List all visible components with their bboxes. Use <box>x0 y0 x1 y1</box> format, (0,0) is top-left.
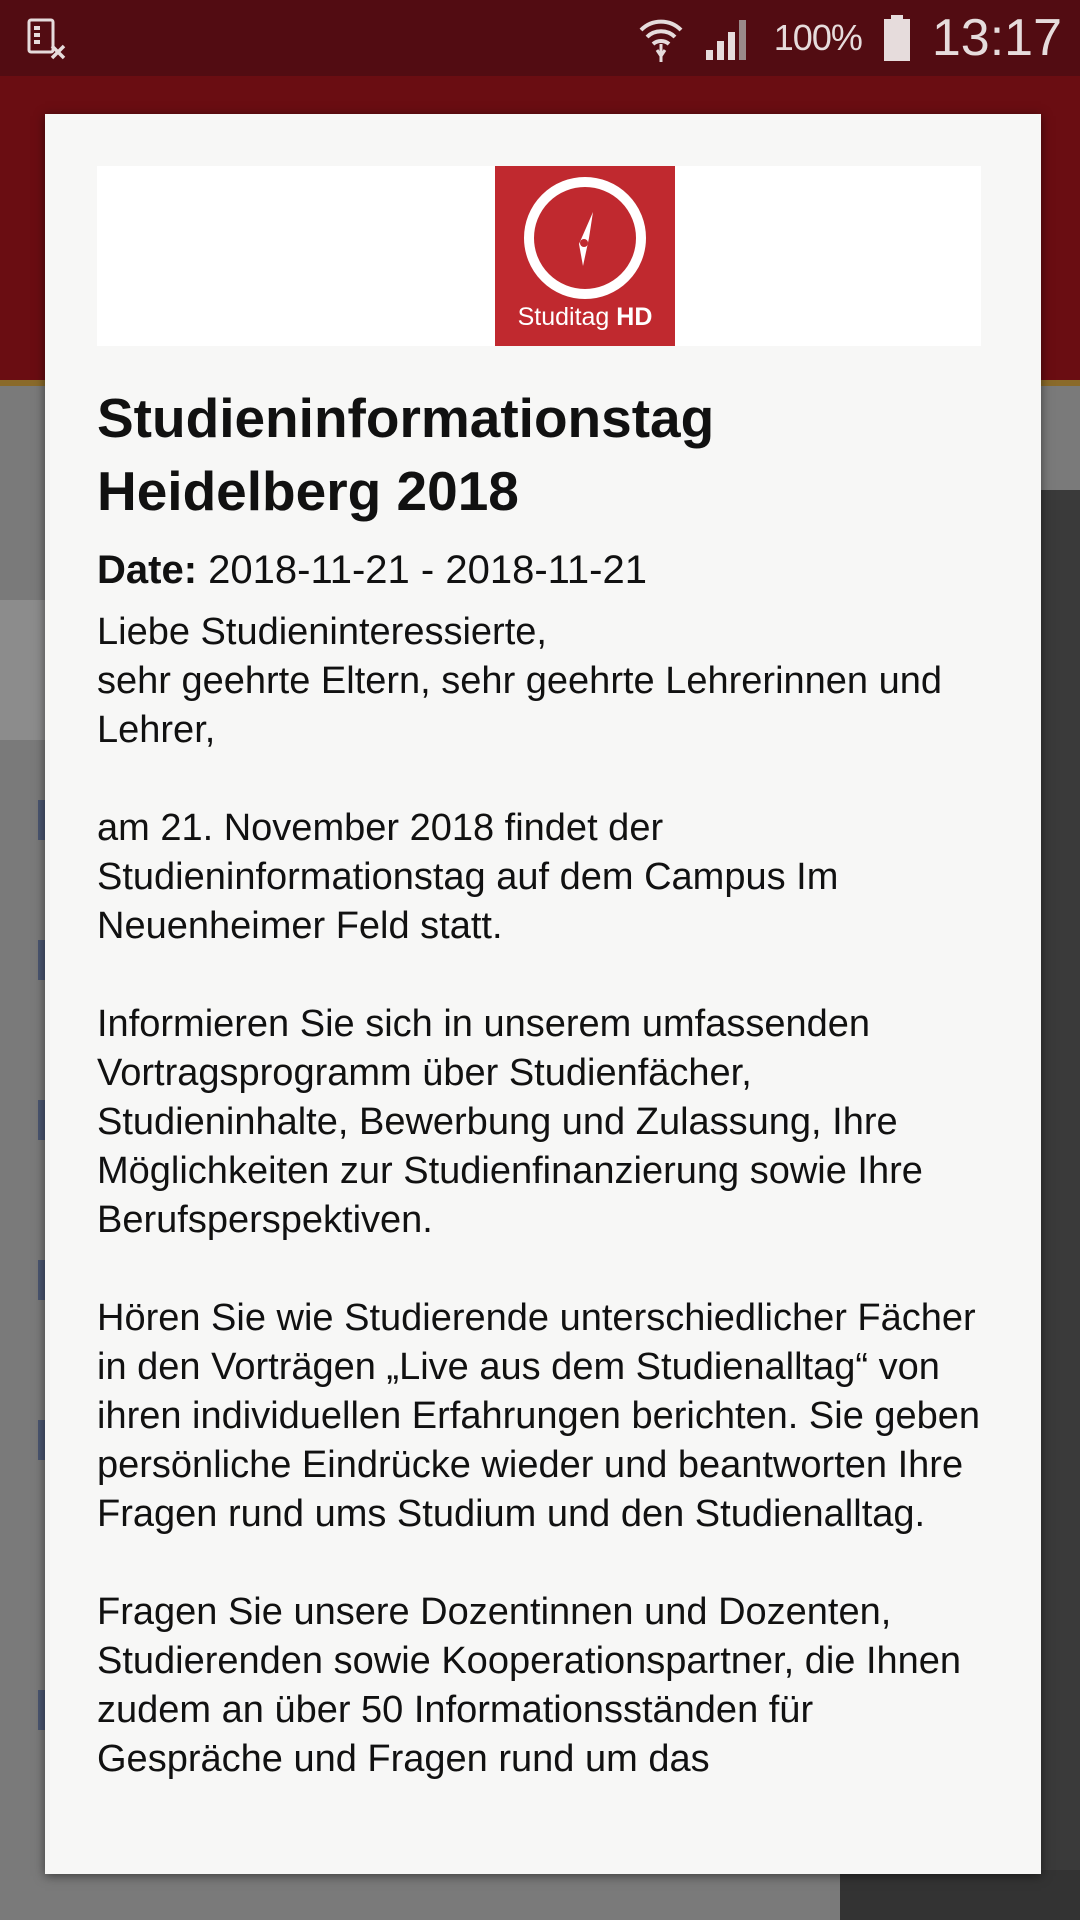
description-paragraph <box>97 608 997 755</box>
status-indicators <box>638 0 1062 76</box>
app-bottom-panel <box>840 1870 1080 1920</box>
event-date <box>97 546 997 594</box>
event-description <box>97 608 997 1833</box>
date-value: 2018-11-21 - 2018-11-21 <box>208 548 647 592</box>
description-paragraph: Fragen Sie unsere Dozentinnen und Dozenten, Studierenden sowie Kooperationspartner, die Ihnen zudem an über 50 Informationsständen für Gespräche und Fragen rund um das <box>97 1591 962 1780</box>
description-paragraph: am 21. November 2018 findet der Studieninformationstag auf dem Campus Im Neuenheimer Feld statt. <box>97 807 839 947</box>
studitag-logo <box>495 166 675 346</box>
logo-text-bold: HD <box>616 303 653 331</box>
battery-icon <box>882 13 912 63</box>
screenshot-icon <box>26 18 70 62</box>
logo-text: Studitag <box>517 303 610 331</box>
battery-percent: 100% <box>773 17 862 58</box>
description-line: Liebe Studieninteressierte, <box>97 611 547 653</box>
wifi-icon <box>638 12 684 64</box>
date-label: Date: <box>97 548 198 592</box>
logo-banner <box>97 166 981 346</box>
logo-caption <box>495 303 675 332</box>
signal-icon <box>704 14 754 62</box>
description-paragraph: Informieren Sie sich in unserem umfassenden Vortragsprogramm über Studienfächer, Studieninhalte, Bewerbung und Zulassung, Ihre Möglichkeiten zur Studienfinanzierung sowie Ihre Berufsperspektiven. <box>97 1003 923 1241</box>
event-title-line: Studieninformationstag <box>97 387 715 449</box>
event-title-line: Heidelberg 2018 <box>97 460 519 522</box>
description-paragraph: Hören Sie wie Studierende unterschiedlicher Fächer in den Vorträgen „Live aus dem Studienalltag“ von ihren individuellen Erfahrungen berichten. Sie geben persönliche Eindrücke wieder und beantworten Ihre Fragen rund ums Studium und den Studienalltag. <box>97 1297 981 1535</box>
app-side-panel <box>1040 490 1080 1920</box>
description-line: sehr geehrte Eltern, sehr geehrte Lehrerinnen und Lehrer, <box>97 660 942 751</box>
app-thumbnail <box>0 600 46 740</box>
event-detail-dialog[interactable] <box>45 114 1041 1874</box>
status-bar <box>0 0 1080 76</box>
clock: 13:17 <box>931 9 1062 67</box>
event-title <box>97 382 997 528</box>
